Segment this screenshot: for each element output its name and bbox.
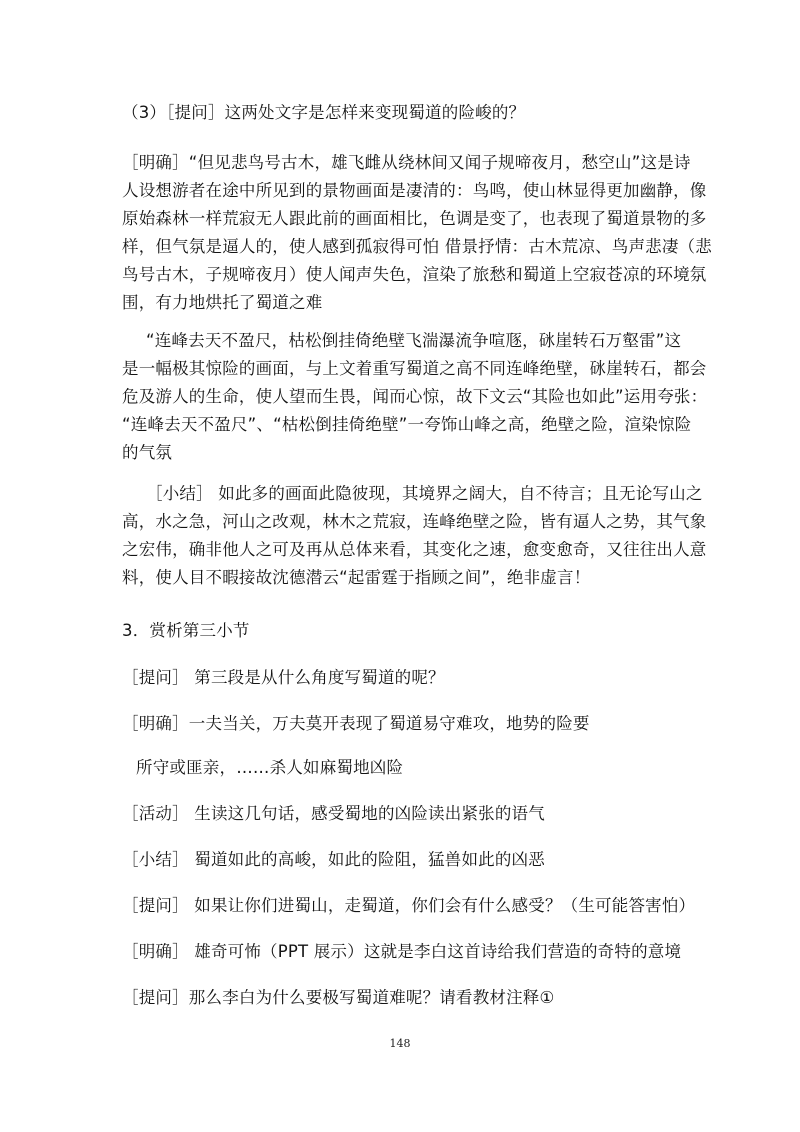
page-number: 148 [389, 1037, 411, 1050]
text-line: 人设想游者在途中所见到的景物画面是凄清的：鸟鸣，使山林显得更加幽静，像 [122, 181, 707, 200]
text-line: 鸟号古木，子规啼夜月）使人闻声失色，渲染了旅愁和蜀道上空寂苍凉的环境氛 [122, 265, 707, 284]
text-line: （3）［提问］这两处文字是怎样来变现蜀道的险峻的？ [122, 103, 526, 122]
text-line: 原始森林一样荒寂无人跟此前的画面相比，色调是变了，也表现了蜀道景物的多 [122, 209, 707, 228]
text-line: ［提问］ 如果让你们进蜀山，走蜀道，你们会有什么感受？（生可能答害怕） [122, 896, 696, 915]
text-line: ［提问］那么李白为什么要极写蜀道难呢？请看教材注释① [122, 988, 555, 1007]
section-heading: 3．赏析第三小节 [122, 621, 250, 640]
text-line: “连峰去天不盈尺”、“枯松倒挂倚绝壁”一夸饰山峰之高，绝壁之险，渲染惊险 [122, 415, 692, 434]
text-line: ［明确］一夫当关，万夫莫开表现了蜀道易守难攻，地势的险要 [122, 714, 590, 733]
text-line: 危及游人的生命，使人望而生畏，闻而心惊，故下文云“其险也如此”运用夸张： [122, 387, 708, 406]
text-line: 高，水之急，河山之改观，林木之荒寂，连峰绝壁之险，皆有逼人之势，其气象 [122, 512, 707, 531]
text-line: 料，使人目不暇接故沈德潜云“起雷霆于指顾之间”，绝非虚言！ [122, 568, 591, 587]
text-line: 所守或匪亲，……杀人如麻蜀地凶险 [136, 758, 404, 777]
text-line: 围，有力地烘托了蜀道之难 [122, 293, 323, 312]
text-line: ［明确］“但见悲鸟号古木，雄飞雌从绕林间又闻子规啼夜月，愁空山”这是诗 [122, 153, 691, 172]
text-line: 是一幅极其惊险的画面，与上文着重写蜀道之高不同连峰绝壁，砯崖转石，都会 [122, 359, 707, 378]
text-line: ［小结］ 蜀道如此的高峻，如此的险阻，猛兽如此的凶恶 [122, 850, 545, 869]
text-line: 之宏伟，确非他人之可及再从总体来看，其变化之速，愈变愈奇，又往往出人意 [122, 540, 707, 559]
text-line: ［活动］ 生读这几句话，感受蜀地的凶险读出紧张的语气 [122, 804, 545, 823]
text-line: ［提问］ 第三段是从什么角度写蜀道的呢？ [122, 668, 445, 687]
text-line: 的气氛 [122, 443, 173, 462]
text-line: ［小结］ 如此多的画面此隐彼现，其境界之阔大，自不待言；且无论写山之 [146, 484, 703, 503]
text-line: 样，但气氛是逼人的，使人感到孤寂得可怕 借景抒情：古木荒凉、鸟声悲凄（悲 [122, 237, 712, 256]
text-line: ［明确］ 雄奇可怖（PPT 展示）这就是李白这首诗给我们营造的奇特的意境 [122, 942, 682, 961]
text-line: “连峰去天不盈尺，枯松倒挂倚绝壁飞湍瀑流争喧豗，砯崖转石万壑雷”这 [146, 331, 682, 350]
